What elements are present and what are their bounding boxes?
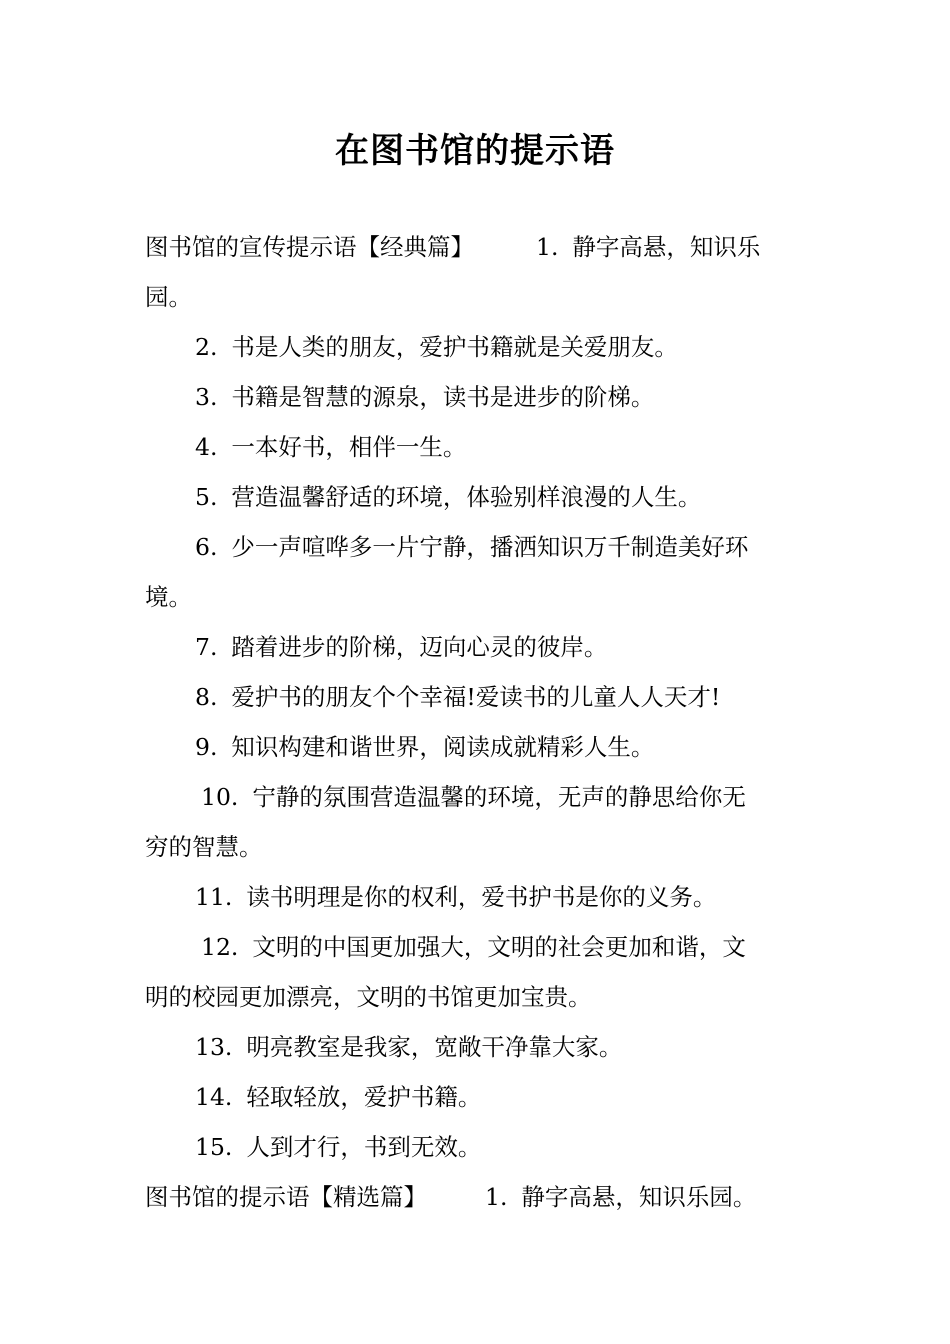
item-number: 9. bbox=[195, 733, 218, 761]
list-item bbox=[145, 772, 807, 822]
item-text: 宁静的氛围营造温馨的环境，无声的静思给你无 bbox=[252, 783, 746, 811]
item-number: 3. bbox=[195, 383, 218, 411]
list-item bbox=[145, 322, 807, 372]
section1-heading-line bbox=[145, 222, 807, 272]
item-number: 6. bbox=[195, 533, 218, 561]
document-title: 在图书馆的提示语 bbox=[335, 131, 615, 171]
item-number: 13. bbox=[195, 1033, 233, 1061]
item-text: 知识构建和谐世界，阅读成就精彩人生。 bbox=[231, 733, 655, 761]
item-text: 人到才行，书到无效。 bbox=[246, 1133, 482, 1161]
item-continuation: 园。 bbox=[145, 283, 192, 311]
item-text: 静字高悬，知识乐园。 bbox=[521, 1183, 757, 1211]
item-text: 书籍是智慧的源泉，读书是进步的阶梯。 bbox=[231, 383, 655, 411]
list-item bbox=[145, 522, 807, 572]
list-item bbox=[145, 1122, 807, 1172]
item-number: 12. bbox=[201, 933, 239, 961]
item-text: 书是人类的朋友，爱护书籍就是关爱朋友。 bbox=[231, 333, 678, 361]
item-text: 读书明理是你的权利，爱书护书是你的义务。 bbox=[246, 883, 717, 911]
list-item bbox=[145, 922, 807, 972]
list-item bbox=[145, 872, 807, 922]
item-number: 10. bbox=[201, 783, 239, 811]
item-text: 静字高悬，知识乐 bbox=[572, 233, 761, 261]
list-item bbox=[145, 1022, 807, 1072]
item-number: 2. bbox=[195, 333, 218, 361]
item-number: 5. bbox=[195, 483, 218, 511]
item-number: 11. bbox=[195, 883, 233, 911]
section1-heading: 图书馆的宣传提示语【经典篇】 bbox=[145, 233, 474, 261]
item-text: 营造温馨舒适的环境，体验别样浪漫的人生。 bbox=[231, 483, 702, 511]
list-item bbox=[145, 422, 807, 472]
list-item bbox=[145, 722, 807, 772]
item-number: 14. bbox=[195, 1083, 233, 1111]
item-text: 少一声喧哗多一片宁静，播洒知识万千制造美好环 bbox=[231, 533, 749, 561]
item-text: 一本好书，相伴一生。 bbox=[231, 433, 467, 461]
list-item bbox=[145, 672, 807, 722]
item-number: 15. bbox=[195, 1133, 233, 1161]
item-number: 8. bbox=[195, 683, 218, 711]
item-number: 4. bbox=[195, 433, 218, 461]
item-number: 1. bbox=[536, 233, 559, 261]
list-item bbox=[145, 1072, 807, 1122]
section2-heading: 图书馆的提示语【精选篇】 bbox=[145, 1183, 427, 1211]
item-continuation: 穷的智慧。 bbox=[145, 833, 263, 861]
section2-heading-line bbox=[145, 1172, 807, 1222]
item-continuation: 明的校园更加漂亮，文明的书馆更加宝贵。 bbox=[145, 983, 592, 1011]
document-body bbox=[145, 222, 807, 1222]
list-item bbox=[145, 372, 807, 422]
item-text: 明亮教室是我家，宽敞干净靠大家。 bbox=[246, 1033, 623, 1061]
item-text: 爱护书的朋友个个幸福!爱读书的儿童人人天才! bbox=[231, 683, 721, 711]
item-text: 轻取轻放，爱护书籍。 bbox=[246, 1083, 482, 1111]
item-continuation: 境。 bbox=[145, 583, 192, 611]
item-number: 1. bbox=[485, 1183, 508, 1211]
list-item bbox=[145, 622, 807, 672]
item-text: 踏着进步的阶梯，迈向心灵的彼岸。 bbox=[231, 633, 608, 661]
item-text: 文明的中国更加强大，文明的社会更加和谐，文 bbox=[252, 933, 746, 961]
item-number: 7. bbox=[195, 633, 218, 661]
list-item bbox=[145, 472, 807, 522]
